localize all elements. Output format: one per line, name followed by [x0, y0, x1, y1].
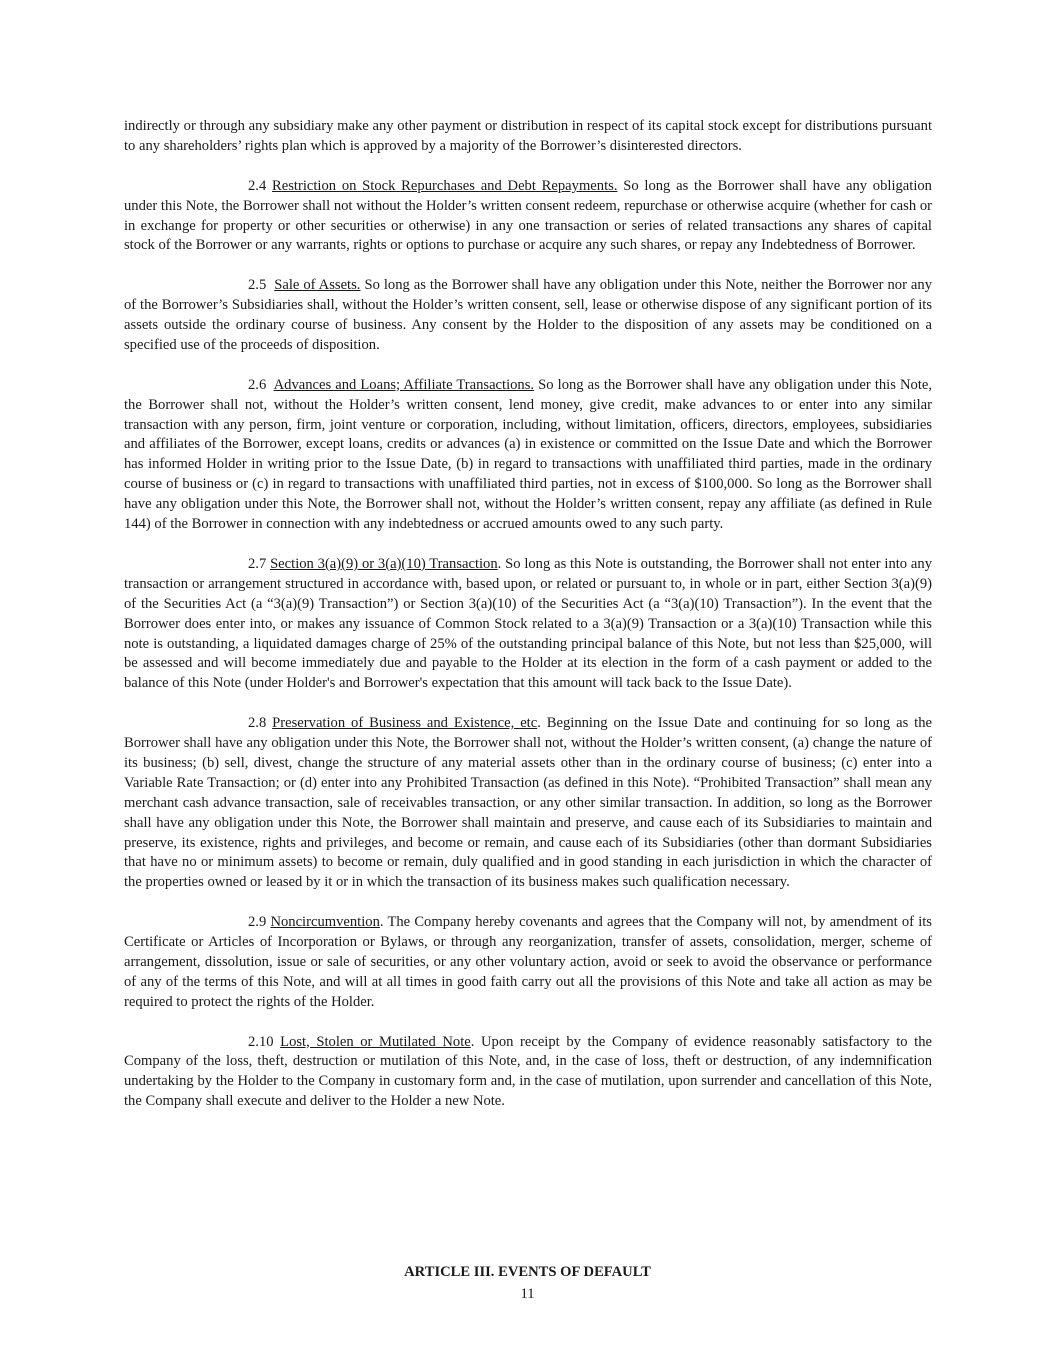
section-heading: Advances and Loans; Affiliate Transactions. [273, 376, 535, 393]
paragraph-body: . Upon receipt by the Company of evidence reasonably satisfactory to the Company of the loss, theft, destruction or mutilation of this Note, and, in the case of loss, theft or destruction, of any indemnification undertaking by the Holder to the Company in customary form and, in the case of mutilation, upon surrender and cancellation of this Note, the Company shall execute and deliver to the Holder a new Note. [124, 1033, 932, 1110]
section-heading: Noncircumvention [270, 914, 380, 931]
section-number: 2.8 [248, 715, 267, 732]
section-2-6 [124, 376, 932, 535]
section-2-8 [124, 714, 932, 893]
section-2-4 [124, 177, 932, 257]
paragraph-continuation [124, 117, 932, 157]
section-number: 2.4 [248, 177, 267, 194]
section-heading: Restriction on Stock Repurchases and Debt Repayments. [272, 177, 618, 194]
section-number: 2.6 [248, 376, 267, 393]
section-number: 2.5 [248, 277, 267, 294]
article-heading: ARTICLE III. EVENTS OF DEFAULT [404, 1264, 651, 1280]
paragraph-body: So long as the Borrower shall have any obligation under this Note, neither the Borrower nor any of the Borrower’s Subsidiaries shall, without the Holder’s written consent, sell, lease or otherwise dispose of any significant portion of its assets outside the ordinary course of business. Any consent by the Holder to the disposition of any assets may be conditioned on a specified use of the proceeds of disposition. [124, 277, 932, 353]
paragraph-body: So long as the Borrower shall have any obligation under this Note, the Borrower shall not without the Holder’s written consent redeem, repurchase or otherwise acquire (whether for cash or in exchange for property or other securities or otherwise) in any one transaction or series of related transactions any shares of capital stock of the Borrower or any warrants, rights or options to purchase or acquire any such shares, or repay any Indebtedness of Borrower. [124, 177, 932, 254]
paragraph-body: . The Company hereby covenants and agrees that the Company will not, by amendment of its Certificate or Articles of Incorporation or Bylaws, or through any reorganization, transfer of assets, consolidation, merger, scheme of arrangement, dissolution, issue or sale of securities, or any other voluntary action, avoid or seek to avoid the observance or performance of any of the terms of this Note, and will at all times in good faith carry out all the provisions of this Note and take all action as may be required to protect the rights of the Holder. [124, 914, 932, 1010]
section-2-10 [124, 1033, 932, 1113]
paragraph-body: . Beginning on the Issue Date and continuing for so long as the Borrower shall have any obligation under this Note, the Borrower shall not, without the Holder’s written consent, (a) change the nature of its business; (b) sell, divest, change the structure of any material assets other than in the ordinary course of business; (c) enter into a Variable Rate Transaction; or (d) enter into any Prohibited Transaction (as defined in this Note). “Prohibited Transaction” shall mean any merchant cash advance transaction, sale of receivables transaction, or any other similar transaction. In addition, so long as the Borrower shall have any obligation under this Note, the Borrower shall maintain and preserve, and cause each of its Subsidiaries to maintain and preserve, its existence, rights and privileges, and become or remain, and cause each of its Subsidiaries (other than dormant Subsidiaries that have no or minimum assets) to become or remain, duly qualified and in good standing in each jurisdiction in which the character of the properties owned or leased by it or in which the transaction of its business makes such qualification necessary. [124, 715, 932, 891]
page-number: 11 [520, 1286, 535, 1302]
section-2-7 [124, 555, 932, 694]
paragraph-body: So long as the Borrower shall have any obligation under this Note, the Borrower shall not, without the Holder’s written consent, lend money, give credit, make advances to or enter into any similar transaction with any person, firm, joint venture or corporation, including, without limitation, officers, directors, employees, subsidiaries and affiliates of the Borrower, except loans, credits or advances (a) in existence or committed on the Issue Date and which the Borrower has informed Holder in writing prior to the Issue Date, (b) in regard to transactions with unaffiliated third parties, made in the ordinary course of business or (c) in regard to transactions with unaffiliated third parties, not in excess of $100,000. So long as the Borrower shall have any obligation under this Note, the Borrower shall not, without the Holder’s written consent, repay any affiliate (as defined in Rule 144) of the Borrower in connection with any indebtedness or accrued amounts owed to any such party. [124, 376, 932, 533]
section-heading: Sale of Assets. [274, 277, 361, 294]
section-number: 2.10 [248, 1033, 274, 1050]
paragraph-body: indirectly or through any subsidiary make any other payment or distribution in respect of its capital stock except for distributions pursuant to any shareholders’ rights plan which is approved by a majority of the Borrower’s disinterested directors. [124, 118, 932, 154]
paragraph-body: . So long as this Note is outstanding, the Borrower shall not enter into any transaction or arrangement structured in accordance with, based upon, or related or pursuant to, in whole or in part, either Section 3(a)(9) of the Securities Act (a “3(a)(9) Transaction”) or Section 3(a)(10) of the Securities Act (a “3(a)(10) Transaction”). In the event that the Borrower does enter into, or makes any issuance of Common Stock related to a 3(a)(9) Transaction or a 3(a)(10) Transaction while this note is outstanding, a liquidated damages charge of 25% of the outstanding principal balance of this Note, but not less than $25,000, will be assessed and will become immediately due and payable to the Holder at its election in the form of a cash payment or added to the balance of this Note (under Holder's and Borrower's expectation that this amount will tack back to the Issue Date). [124, 555, 932, 692]
section-heading: Preservation of Business and Existence, etc [272, 715, 538, 732]
section-heading: Lost, Stolen or Mutilated Note [280, 1033, 471, 1050]
section-2-5 [124, 276, 932, 356]
document-page [124, 117, 932, 1132]
section-heading: Section 3(a)(9) or 3(a)(10) Transaction [270, 555, 498, 572]
section-2-9 [124, 913, 932, 1013]
section-number: 2.7 [248, 555, 267, 572]
section-number: 2.9 [248, 914, 267, 931]
